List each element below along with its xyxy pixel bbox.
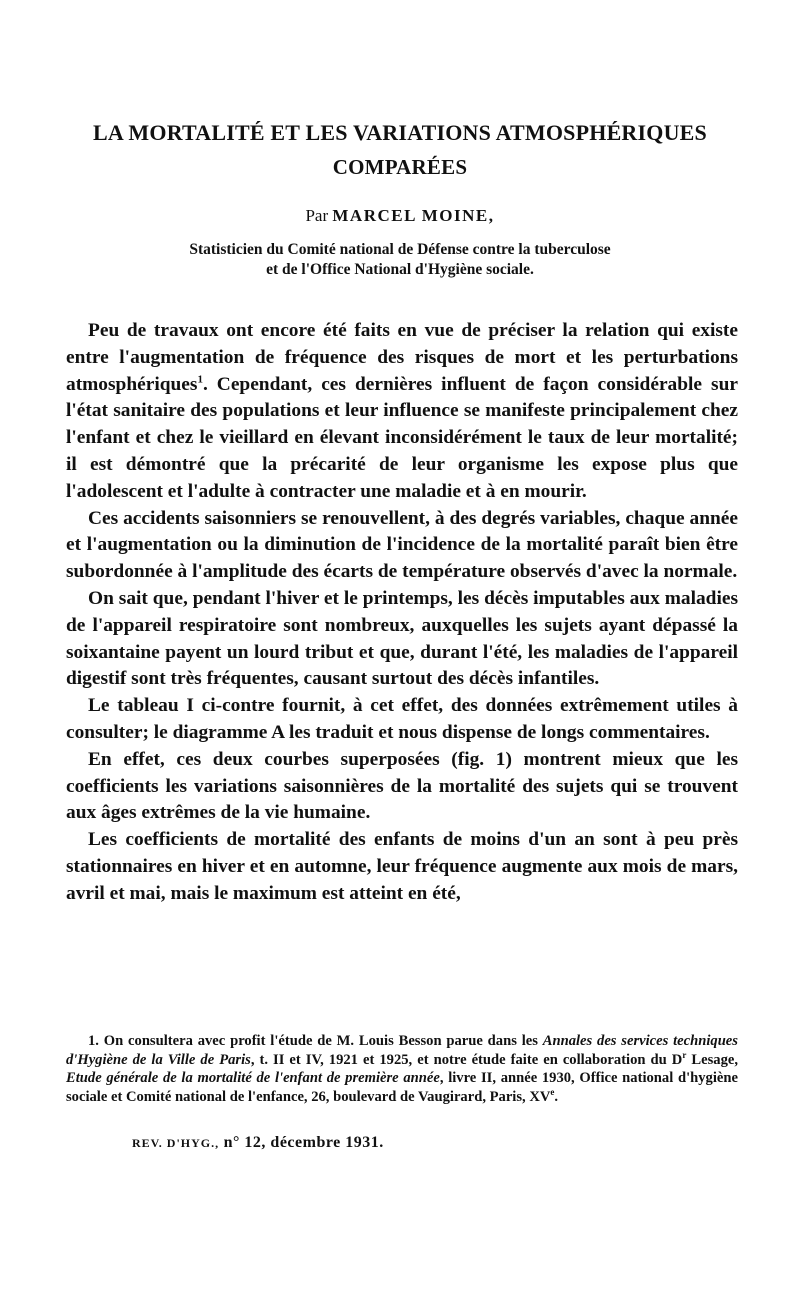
paragraph-1-text-b: . Cependant, ces dernières influent de façon considérable sur l'état sanitaire des populations et leur influence se manifeste principalement chez l'enfant et chez le vieillard en élevant inconsidérément le taux de leur mortalité; il est démontré que la précarité de leur organisme les expose plus que l'adolescent et l'adulte à contracter une maladie et à en mourir. (66, 373, 738, 502)
paragraph-3: On sait que, pendant l'hiver et le printemps, les décès imputables aux maladies de l'appareil respiratoire sont nombreux, auxquelles les sujets ayant dépassé la soixantaine payent un lourd tribut et que, durant l'été, les maladies de l'appareil digestif sont très fréquentes, causant surtout des décès infantiles. (66, 587, 738, 690)
footnote-italic-b: Etude générale de la mortalité de l'enfant de première année (66, 1070, 440, 1087)
footnote-text-b: , t. II et IV, 1921 et 1925, et notre étude faite en collaboration du D (250, 1051, 683, 1068)
footnote-text-d: , livre II, année 1930, Office national d'hygiène sociale et Comité national de l'enfance, 26, boulevard de Vaugirard, Paris, XV (66, 1070, 738, 1105)
journal-reference (132, 1134, 384, 1152)
paragraph-5: En effet, ces deux courbes superposées (fig. 1) montrent mieux que les coefficients les variations saisonnières de la mortalité des sujets qui se trouvent aux âges extrêmes de la vie humaine. (66, 748, 738, 824)
footnote (66, 1032, 738, 1106)
affiliation-line1: Statisticien du Comité national de Défense contre la tuberculose (189, 241, 611, 258)
journal-issue: n° 12, décembre 1931. (223, 1134, 384, 1151)
footnote-paragraph (66, 1032, 738, 1106)
paragraph-4: Le tableau I ci-contre fournit, à cet effet, des données extrêmement utiles à consulter; le diagramme A les traduit et nous dispense de longs commentaires. (66, 695, 738, 743)
affiliation-line2: et de l'Office National d'Hygiène sociale. (266, 261, 534, 278)
paragraph-2: Ces accidents saisonniers se renouvellent, à des degrés variables, chaque année et l'augmentation ou la diminution de l'incidence de la mortalité paraît bien être subordonnée à l'amplitude des écarts de température observés d'avec la normale. (66, 507, 738, 583)
footnote-sup-b: r (682, 1049, 687, 1060)
paragraph-6: Les coefficients de mortalité des enfants de moins d'un an sont à peu près stationnaires en hiver et en automne, leur fréquence augmente aux mois de mars, avril et mai, mais le maximum est atteint en été, (66, 829, 738, 904)
footnote-marker: 1 (197, 373, 203, 386)
footnote-text-e: . (554, 1088, 559, 1105)
paragraph-1 (66, 318, 738, 506)
footnote-number: 1. (88, 1033, 99, 1049)
article-title-line1: LA MORTALITÉ ET LES VARIATIONS ATMOSPHÉRIQUES (92, 120, 707, 145)
byline (40, 204, 760, 228)
paragraph-1-text-a: Peu de travaux ont encore été faits en vue de préciser la relation qui existe entre l'augmentation de fréquence des risques de mort et les perturbations atmosphériques (66, 320, 738, 395)
author-name: MARCEL MOINE, (332, 206, 495, 225)
byline-prefix: Par (305, 206, 329, 225)
footnote-text-a: On consultera avec profit l'étude de M. Louis Besson parue dans les (103, 1033, 538, 1049)
article-title-line2: COMPARÉES (332, 155, 468, 179)
footnote-text-c: Lesage, (686, 1051, 738, 1068)
footnote-sup-d: e (550, 1086, 555, 1097)
journal-name: REV. D'HYG., (132, 1136, 220, 1150)
footnote-italic-a: Annales des services techniques d'Hygiène de la Ville de Paris (66, 1033, 738, 1068)
article-body (66, 318, 738, 908)
